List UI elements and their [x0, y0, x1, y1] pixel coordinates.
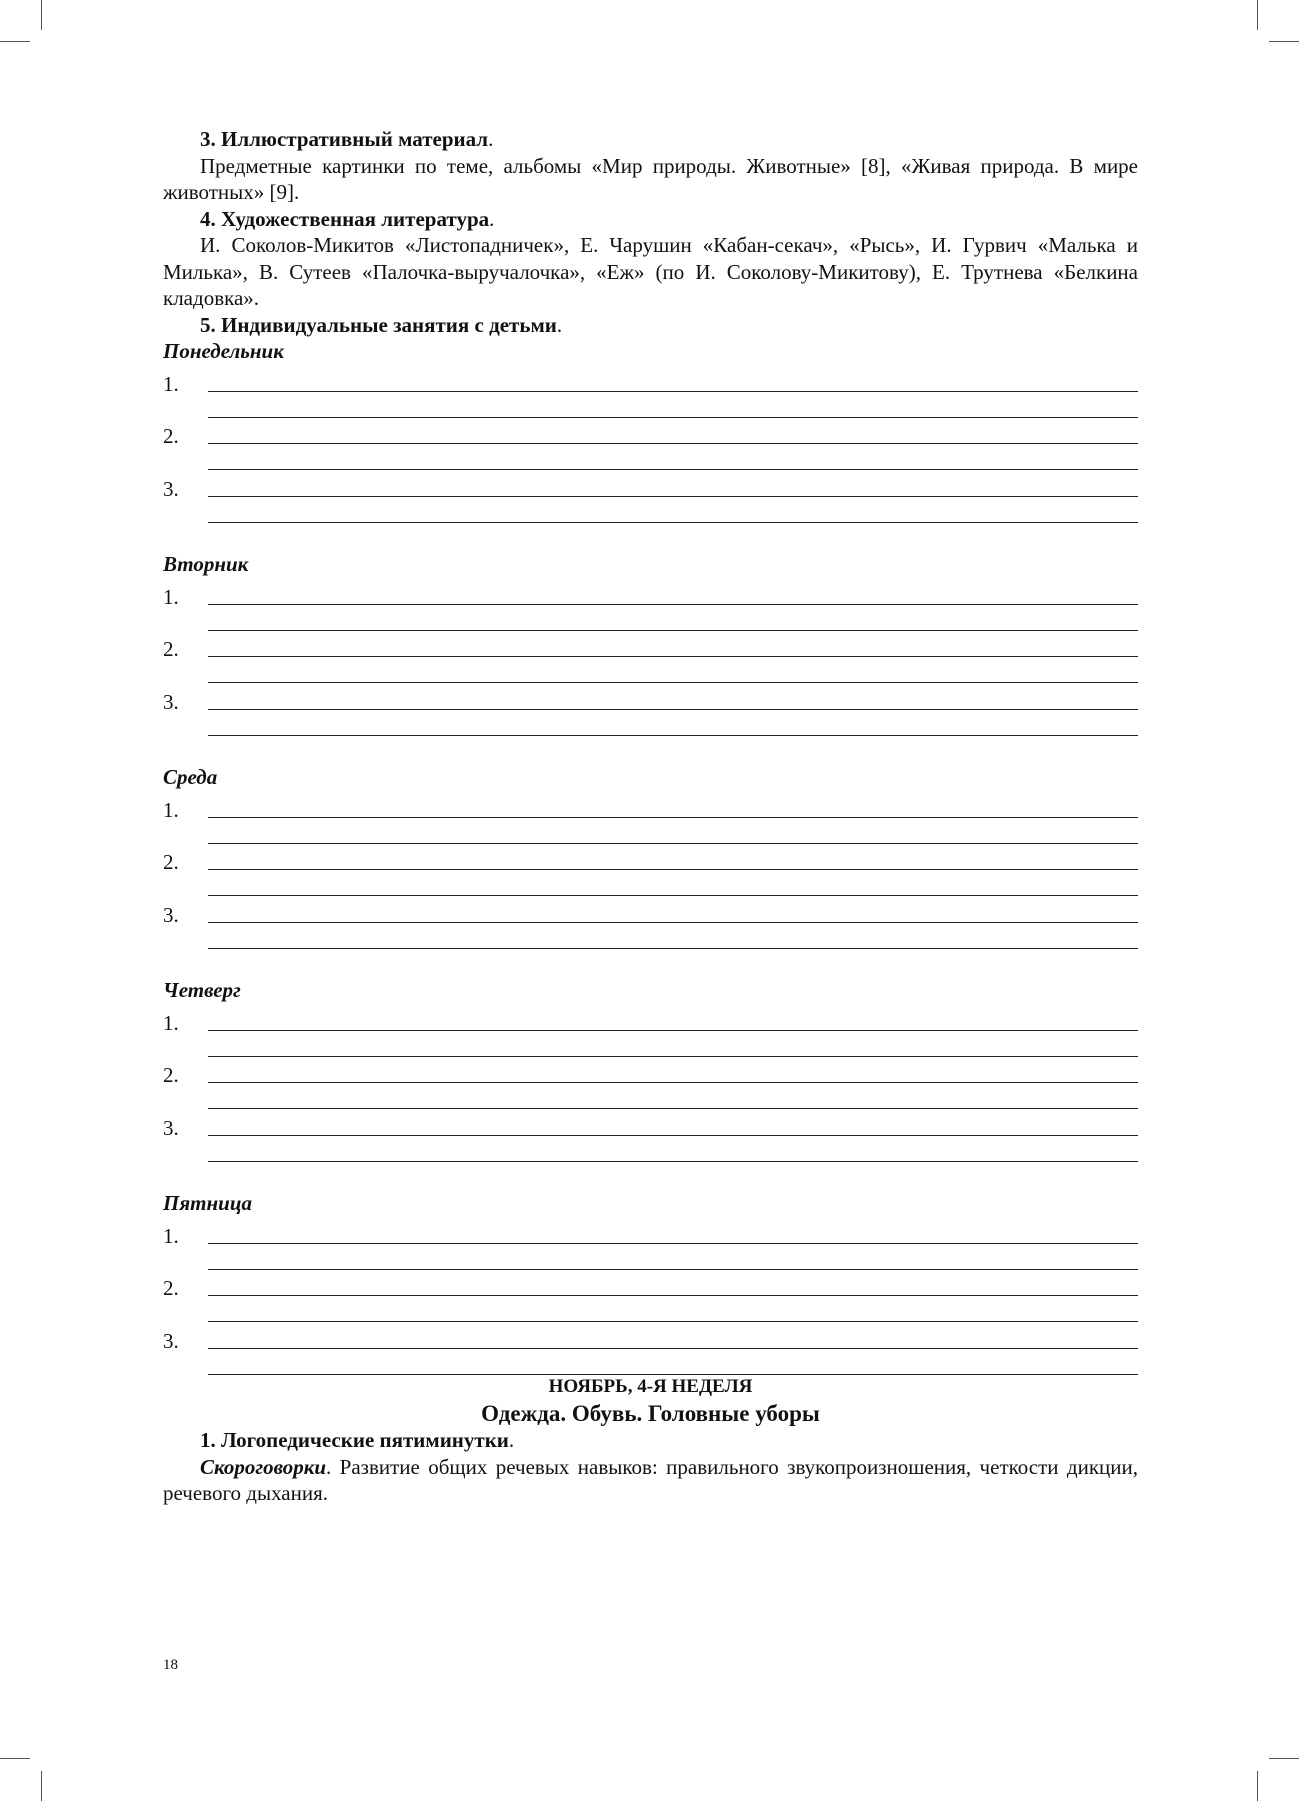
item-number: 3. [163, 902, 179, 927]
writing-line[interactable] [208, 443, 1138, 444]
individual-heading: 5. Индивидуальные занятия с детьми [200, 312, 557, 337]
days-list [163, 338, 1138, 1374]
note-item [163, 630, 1138, 683]
writing-line[interactable] [208, 817, 1138, 818]
item-number: 3. [163, 476, 179, 501]
item-number: 1. [163, 1223, 179, 1248]
crop-mark-top-right-h [1269, 41, 1299, 42]
crop-mark-bottom-left-h [0, 1758, 30, 1759]
writing-line[interactable] [208, 522, 1138, 523]
writing-line[interactable] [208, 709, 1138, 710]
individual-heading-para: 5. Индивидуальные занятия с детьми. [200, 312, 563, 337]
note-item [163, 896, 1138, 949]
writing-line[interactable] [208, 496, 1138, 497]
day-items [163, 1217, 1138, 1375]
day-title: Среда [163, 765, 218, 789]
item-number: 3. [163, 1328, 179, 1353]
note-item [163, 365, 1138, 418]
day-title: Вторник [163, 552, 249, 576]
writing-line[interactable] [208, 1295, 1138, 1296]
tongue-twisters-para [163, 1454, 1138, 1507]
item-number: 1. [163, 584, 179, 609]
note-item [163, 1109, 1138, 1162]
writing-line[interactable] [208, 1135, 1138, 1136]
note-item [163, 1004, 1138, 1057]
writing-line[interactable] [208, 1374, 1138, 1375]
writing-line[interactable] [208, 1082, 1138, 1083]
crop-mark-top-left-h [0, 41, 30, 42]
page-number: 18 [163, 1657, 178, 1673]
item-number: 2. [163, 424, 179, 448]
day-items [163, 791, 1138, 949]
note-item [163, 843, 1138, 896]
note-item [163, 1269, 1138, 1322]
illustrative-heading-para: 3. Иллюстративный материал. [200, 127, 494, 151]
writing-line[interactable] [208, 1030, 1138, 1031]
item-number: 1. [163, 1010, 179, 1035]
item-number: 1. [163, 797, 179, 822]
note-item [163, 791, 1138, 844]
crop-mark-top-right-v [1257, 0, 1258, 30]
crop-mark-bottom-right-h [1269, 1758, 1299, 1759]
writing-line[interactable] [208, 1243, 1138, 1244]
writing-line[interactable] [208, 735, 1138, 736]
week-label: НОЯБРЬ, 4-Я НЕДЕЛЯ [548, 1376, 753, 1397]
writing-line[interactable] [208, 1161, 1138, 1162]
day-section [163, 948, 1138, 1161]
illustrative-text: Предметные картинки по теме, альбомы «Мир природы. Животные» [8], «Живая природа. В мире животных» [9]. [163, 153, 1138, 204]
day-title: Понедельник [163, 339, 284, 363]
day-title: Четверг [163, 978, 241, 1002]
day-section [163, 1161, 1138, 1374]
note-item [163, 578, 1138, 631]
note-item [163, 1322, 1138, 1375]
item-number: 2. [163, 1063, 179, 1087]
literature-heading: 4. Художественная литература [200, 206, 490, 231]
day-spacer [163, 735, 1138, 764]
writing-line[interactable] [208, 948, 1138, 949]
writing-line[interactable] [208, 1348, 1138, 1349]
day-spacer [163, 522, 1138, 551]
crop-mark-top-left-v [41, 0, 42, 30]
crop-mark-bottom-left-v [41, 1771, 42, 1801]
writing-line[interactable] [208, 869, 1138, 870]
day-section [163, 522, 1138, 735]
tongue-twisters-text: . Развитие общих речевых навыков: правильного звукопроизношения, четкости дикции, речевого дыхания. [163, 1454, 1138, 1505]
day-spacer [163, 948, 1138, 977]
tongue-twisters-label: Скороговорки [200, 1454, 327, 1479]
topic-title: Одежда. Обувь. Головные уборы [481, 1400, 820, 1426]
item-number: 2. [163, 637, 179, 661]
day-items [163, 578, 1138, 736]
item-number: 3. [163, 689, 179, 714]
literature-heading-para: 4. Художественная литература. [200, 206, 495, 231]
item-number: 2. [163, 1276, 179, 1300]
writing-line[interactable] [208, 922, 1138, 923]
day-items [163, 365, 1138, 523]
day-spacer [163, 1161, 1138, 1190]
note-item [163, 470, 1138, 523]
item-number: 3. [163, 1115, 179, 1140]
literature-text: И. Соколов-Микитов «Листопадничек», Е. Чарушин «Кабан-секач», «Рысь», И. Гурвич «Малька и Милька», В. Сутеев «Палочка-выручалочка», «Еж» (по И. Соколову-Микитову), Е. Трутнева «Белкина кладовка». [163, 233, 1138, 310]
logo-heading-para: 1. Логопедические пятиминутки. [200, 1428, 515, 1452]
note-item [163, 1217, 1138, 1270]
writing-line[interactable] [208, 656, 1138, 657]
illustrative-heading: 3. Иллюстративный материал [200, 127, 489, 151]
note-item [163, 417, 1138, 470]
day-items [163, 1004, 1138, 1162]
page-content [163, 126, 1138, 1507]
writing-line[interactable] [208, 391, 1138, 392]
writing-line[interactable] [208, 604, 1138, 605]
day-section [163, 735, 1138, 948]
note-item [163, 1056, 1138, 1109]
logo-heading: 1. Логопедические пятиминутки [200, 1428, 509, 1452]
note-item [163, 683, 1138, 736]
crop-mark-bottom-right-v [1257, 1771, 1258, 1801]
item-number: 2. [163, 850, 179, 874]
day-title: Пятница [163, 1191, 253, 1215]
item-number: 1. [163, 371, 179, 396]
day-section [163, 338, 1138, 522]
